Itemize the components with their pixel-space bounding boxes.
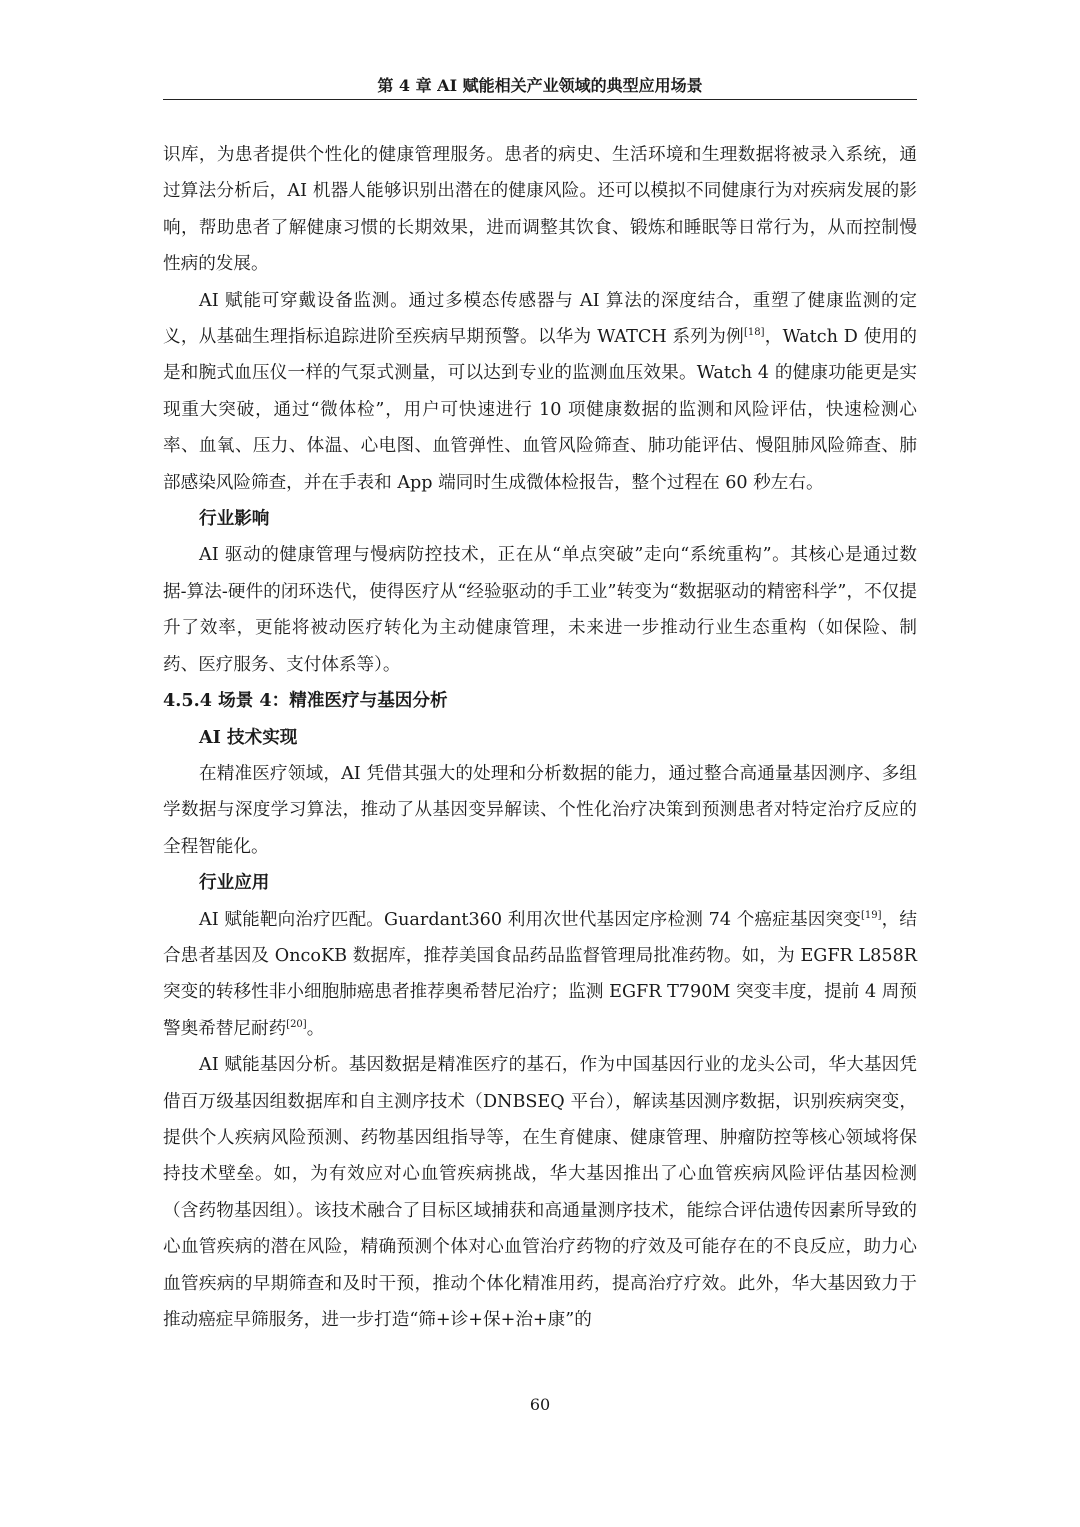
- paragraph-text: ，结合患者基因及 OncoKB 数据库，推荐美国食品药品监督管理局批准药物。如，为 EGFR L858R 突变的转移性非小细胞肺癌患者推荐奥希替尼治疗；监测 EGFR T790M 突变丰度，提前 4 周预警奥希替尼耐药: [163, 909, 917, 1039]
- citation-ref: [20]: [286, 1018, 307, 1030]
- paragraph-text: AI 赋能靶向治疗匹配。Guardant360 利用次世代基因定序检测 74 个癌症基因突变: [199, 909, 861, 930]
- paragraph-text: 。: [306, 1018, 325, 1039]
- paragraph-text: ，Watch D 使用的是和腕式血压仪一样的气泵式测量，可以达到专业的监测血压效果。Watch 4 的健康功能更是实现重大突破，通过“微体检”，用户可快速进行 10 项健康数据的监测和风险评估，快速检测心率、血氧、压力、体温、心电图、血管弹性、血管风险筛查、肺功能评估、慢阻肺风险筛查、肺部感染风险筛查，并在手表和 App 端同时生成微体检报告，整个过程在 60 秒左右。: [163, 327, 917, 493]
- header-rule: [163, 99, 917, 100]
- subheading-ai-tech: AI 技术实现: [199, 726, 298, 748]
- citation-ref: [18]: [743, 327, 765, 339]
- page-number: 60: [529, 1395, 551, 1414]
- paragraph: AI 赋能基因分析。基因数据是精准医疗的基石，作为中国基因行业的龙头公司，华大基因凭借百万级基因组数据库和自主测序技术（DNBSEQ 平台），解读基因测序数据，识别疾病突变，提供个人疾病风险预测、药物基因组指导等，在生育健康、健康管理、肿瘤防控等核心领域将保持技术壁垒。如，为有效应对心血管疾病挑战，华大基因推出了心血管疾病风险评估基因检测（含药物基因组）。该技术融合了目标区域捕获和高通量测序技术，能综合评估遗传因素所导致的心血管疾病的潜在风险，精确预测个体对心血管治疗药物的疗效及可能存在的不良反应，助力心血管疾病的早期筛查和及时干预，推动个体化精准用药，提高治疗疗效。此外，华大基因致力于推动癌症早筛服务，进一步打造“筛+诊+保+治+康”的: [163, 1055, 917, 1330]
- paragraph: 识库，为患者提供个性化的健康管理服务。患者的病史、生活环境和生理数据将被录入系统，通过算法分析后，AI 机器人能够识别出潜在的健康风险。还可以模拟不同健康行为对疾病发展的影响，帮助患者了解健康习惯的长期效果，进而调整其饮食、锻炼和睡眠等日常行为，从而控制慢性病的发展。: [163, 145, 917, 275]
- paragraph: AI 驱动的健康管理与慢病防控技术，正在从“单点突破”走向“系统重构”。其核心是通过数据-算法-硬件的闭环迭代，使得医疗从“经验驱动的手工业”转变为“数据驱动的精密科学”，不仅提升了效率，更能将被动医疗转化为主动健康管理，未来进一步推动行业生态重构（如保险、制药、医疗服务、支付体系等）。: [163, 545, 917, 675]
- paragraph: [163, 283, 917, 501]
- paragraph: 在精准医疗领域，AI 凭借其强大的处理和分析数据的能力，通过整合高通量基因测序、多组学数据与深度学习算法，推动了从基因变异解读、个性化治疗决策到预测患者对特定治疗反应的全程智能化。: [163, 763, 917, 857]
- body-text: [163, 137, 917, 1338]
- section-heading: 4.5.4 场景 4：精准医疗与基因分析: [163, 690, 448, 712]
- subheading-industry-app: 行业应用: [199, 872, 270, 894]
- citation-ref: [19]: [860, 909, 882, 921]
- paragraph-text: AI 赋能可穿戴设备监测。通过多模态传感器与 AI 算法的深度结合，重塑了健康监测的定义，从基础生理指标追踪进阶至疾病早期预警。以华为 WATCH 系列为例: [163, 290, 917, 348]
- subheading-industry-impact: 行业影响: [199, 508, 270, 530]
- running-header: 第 4 章 AI 赋能相关产业领域的典型应用场景: [377, 76, 703, 95]
- paragraph: [163, 902, 917, 1048]
